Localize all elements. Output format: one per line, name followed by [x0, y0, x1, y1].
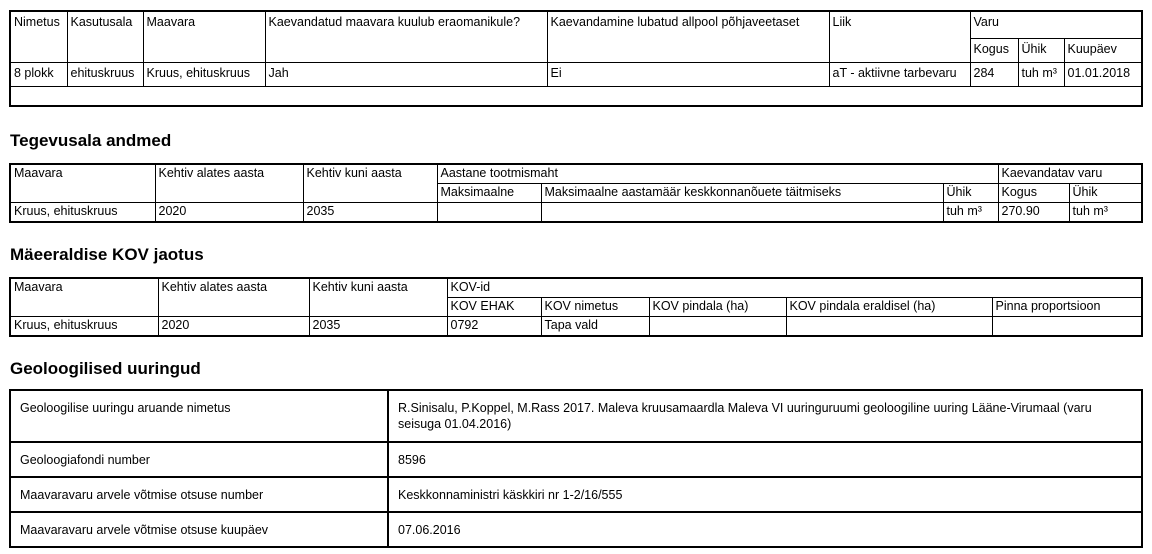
header-kuupaev: Kuupäev [1064, 38, 1142, 62]
cell-pohjavesi: Ei [547, 62, 829, 86]
table-row [10, 62, 1142, 86]
cell-nimetus: Tapa vald [541, 316, 649, 336]
row-value: 07.06.2016 [388, 512, 1142, 547]
section-title-tegevusala: Tegevusala andmed [10, 131, 172, 150]
cell-eraomanik: Jah [265, 62, 547, 86]
header-uhik2: Ühik [1069, 183, 1142, 202]
header-kaevandatav: Kaevandatav varu [998, 164, 1142, 183]
header-pindala: KOV pindala (ha) [649, 297, 786, 316]
header-alates: Kehtiv alates aasta [158, 278, 309, 316]
header-maavara: Maavara [10, 164, 155, 202]
header-proportsioon: Pinna proportsioon [992, 297, 1142, 316]
cell-pindala-eraldisel [786, 316, 992, 336]
header-nimetus: Nimetus [10, 11, 67, 62]
cell-liik: aT - aktiivne tarbevaru [829, 62, 970, 86]
cell-keskkond [541, 202, 943, 222]
cell-uhik: tuh m³ [1018, 62, 1064, 86]
cell-maavara: Kruus, ehituskruus [143, 62, 265, 86]
header-uhik: Ühik [943, 183, 998, 202]
header-kov-id: KOV-id [447, 278, 1142, 297]
row-value: 8596 [388, 442, 1142, 477]
header-kuni: Kehtiv kuni aasta [309, 278, 447, 316]
header-maavara: Maavara [143, 11, 265, 62]
header-uhik: Ühik [1018, 38, 1064, 62]
cell-uhik2: tuh m³ [1069, 202, 1142, 222]
cell-maavara: Kruus, ehituskruus [10, 316, 158, 336]
header-maavara: Maavara [10, 278, 158, 316]
cell-alates: 2020 [155, 202, 303, 222]
table-row [10, 442, 1142, 477]
empty-cell [10, 86, 1142, 106]
header-eraomanik: Kaevandatud maavara kuulub eraomanikule? [265, 11, 547, 62]
cell-nimetus: 8 plokk [10, 62, 67, 86]
table-row [10, 202, 1142, 222]
geology-table [9, 389, 1143, 548]
header-varu: Varu [970, 11, 1142, 38]
kov-table [9, 277, 1143, 337]
cell-maksimaalne [437, 202, 541, 222]
header-kuni: Kehtiv kuni aasta [303, 164, 437, 202]
header-kasutusala: Kasutusala [67, 11, 143, 62]
table-row [10, 316, 1142, 336]
activity-table [9, 163, 1143, 223]
table-row [10, 390, 1142, 442]
header-kogus: Kogus [998, 183, 1069, 202]
cell-alates: 2020 [158, 316, 309, 336]
cell-kogus: 284 [970, 62, 1018, 86]
cell-kasutusala: ehituskruus [67, 62, 143, 86]
row-value: Keskkonnaministri käskkiri nr 1-2/16/555 [388, 477, 1142, 512]
cell-ehak: 0792 [447, 316, 541, 336]
header-alates: Kehtiv alates aasta [155, 164, 303, 202]
cell-kuupaev: 01.01.2018 [1064, 62, 1142, 86]
header-keskkond: Maksimaalne aastamäär keskkonnanõuete täitmiseks [541, 183, 943, 202]
header-maksimaalne: Maksimaalne [437, 183, 541, 202]
row-label: Geoloogiafondi number [10, 442, 388, 477]
header-pindala-eraldisel: KOV pindala eraldisel (ha) [786, 297, 992, 316]
row-label: Maavaravaru arvele võtmise otsuse number [10, 477, 388, 512]
table-row [10, 512, 1142, 547]
cell-kuni: 2035 [309, 316, 447, 336]
section-title-geoloogia: Geoloogilised uuringud [10, 359, 201, 378]
reserve-table [9, 10, 1143, 107]
row-value: R.Sinisalu, P.Koppel, M.Rass 2017. Maleva kruusamaardla Maleva VI uuringuruumi geoloogiline uuring Lääne-Virumaal (varu seisuga 01.04.2016) [388, 390, 1142, 442]
section-title-kov: Mäeeraldise KOV jaotus [10, 245, 204, 264]
header-kogus: Kogus [970, 38, 1018, 62]
row-label: Geoloogilise uuringu aruande nimetus [10, 390, 388, 442]
row-label: Maavaravaru arvele võtmise otsuse kuupäev [10, 512, 388, 547]
header-pohjavesi: Kaevandamine lubatud allpool põhjaveetaset [547, 11, 829, 62]
cell-proportsioon [992, 316, 1142, 336]
empty-row [10, 86, 1142, 106]
cell-pindala [649, 316, 786, 336]
header-nimetus: KOV nimetus [541, 297, 649, 316]
cell-uhik: tuh m³ [943, 202, 998, 222]
table-row [10, 477, 1142, 512]
cell-kogus: 270.90 [998, 202, 1069, 222]
header-ehak: KOV EHAK [447, 297, 541, 316]
header-tootmismaht: Aastane tootmismaht [437, 164, 998, 183]
cell-kuni: 2035 [303, 202, 437, 222]
header-liik: Liik [829, 11, 970, 62]
cell-maavara: Kruus, ehituskruus [10, 202, 155, 222]
